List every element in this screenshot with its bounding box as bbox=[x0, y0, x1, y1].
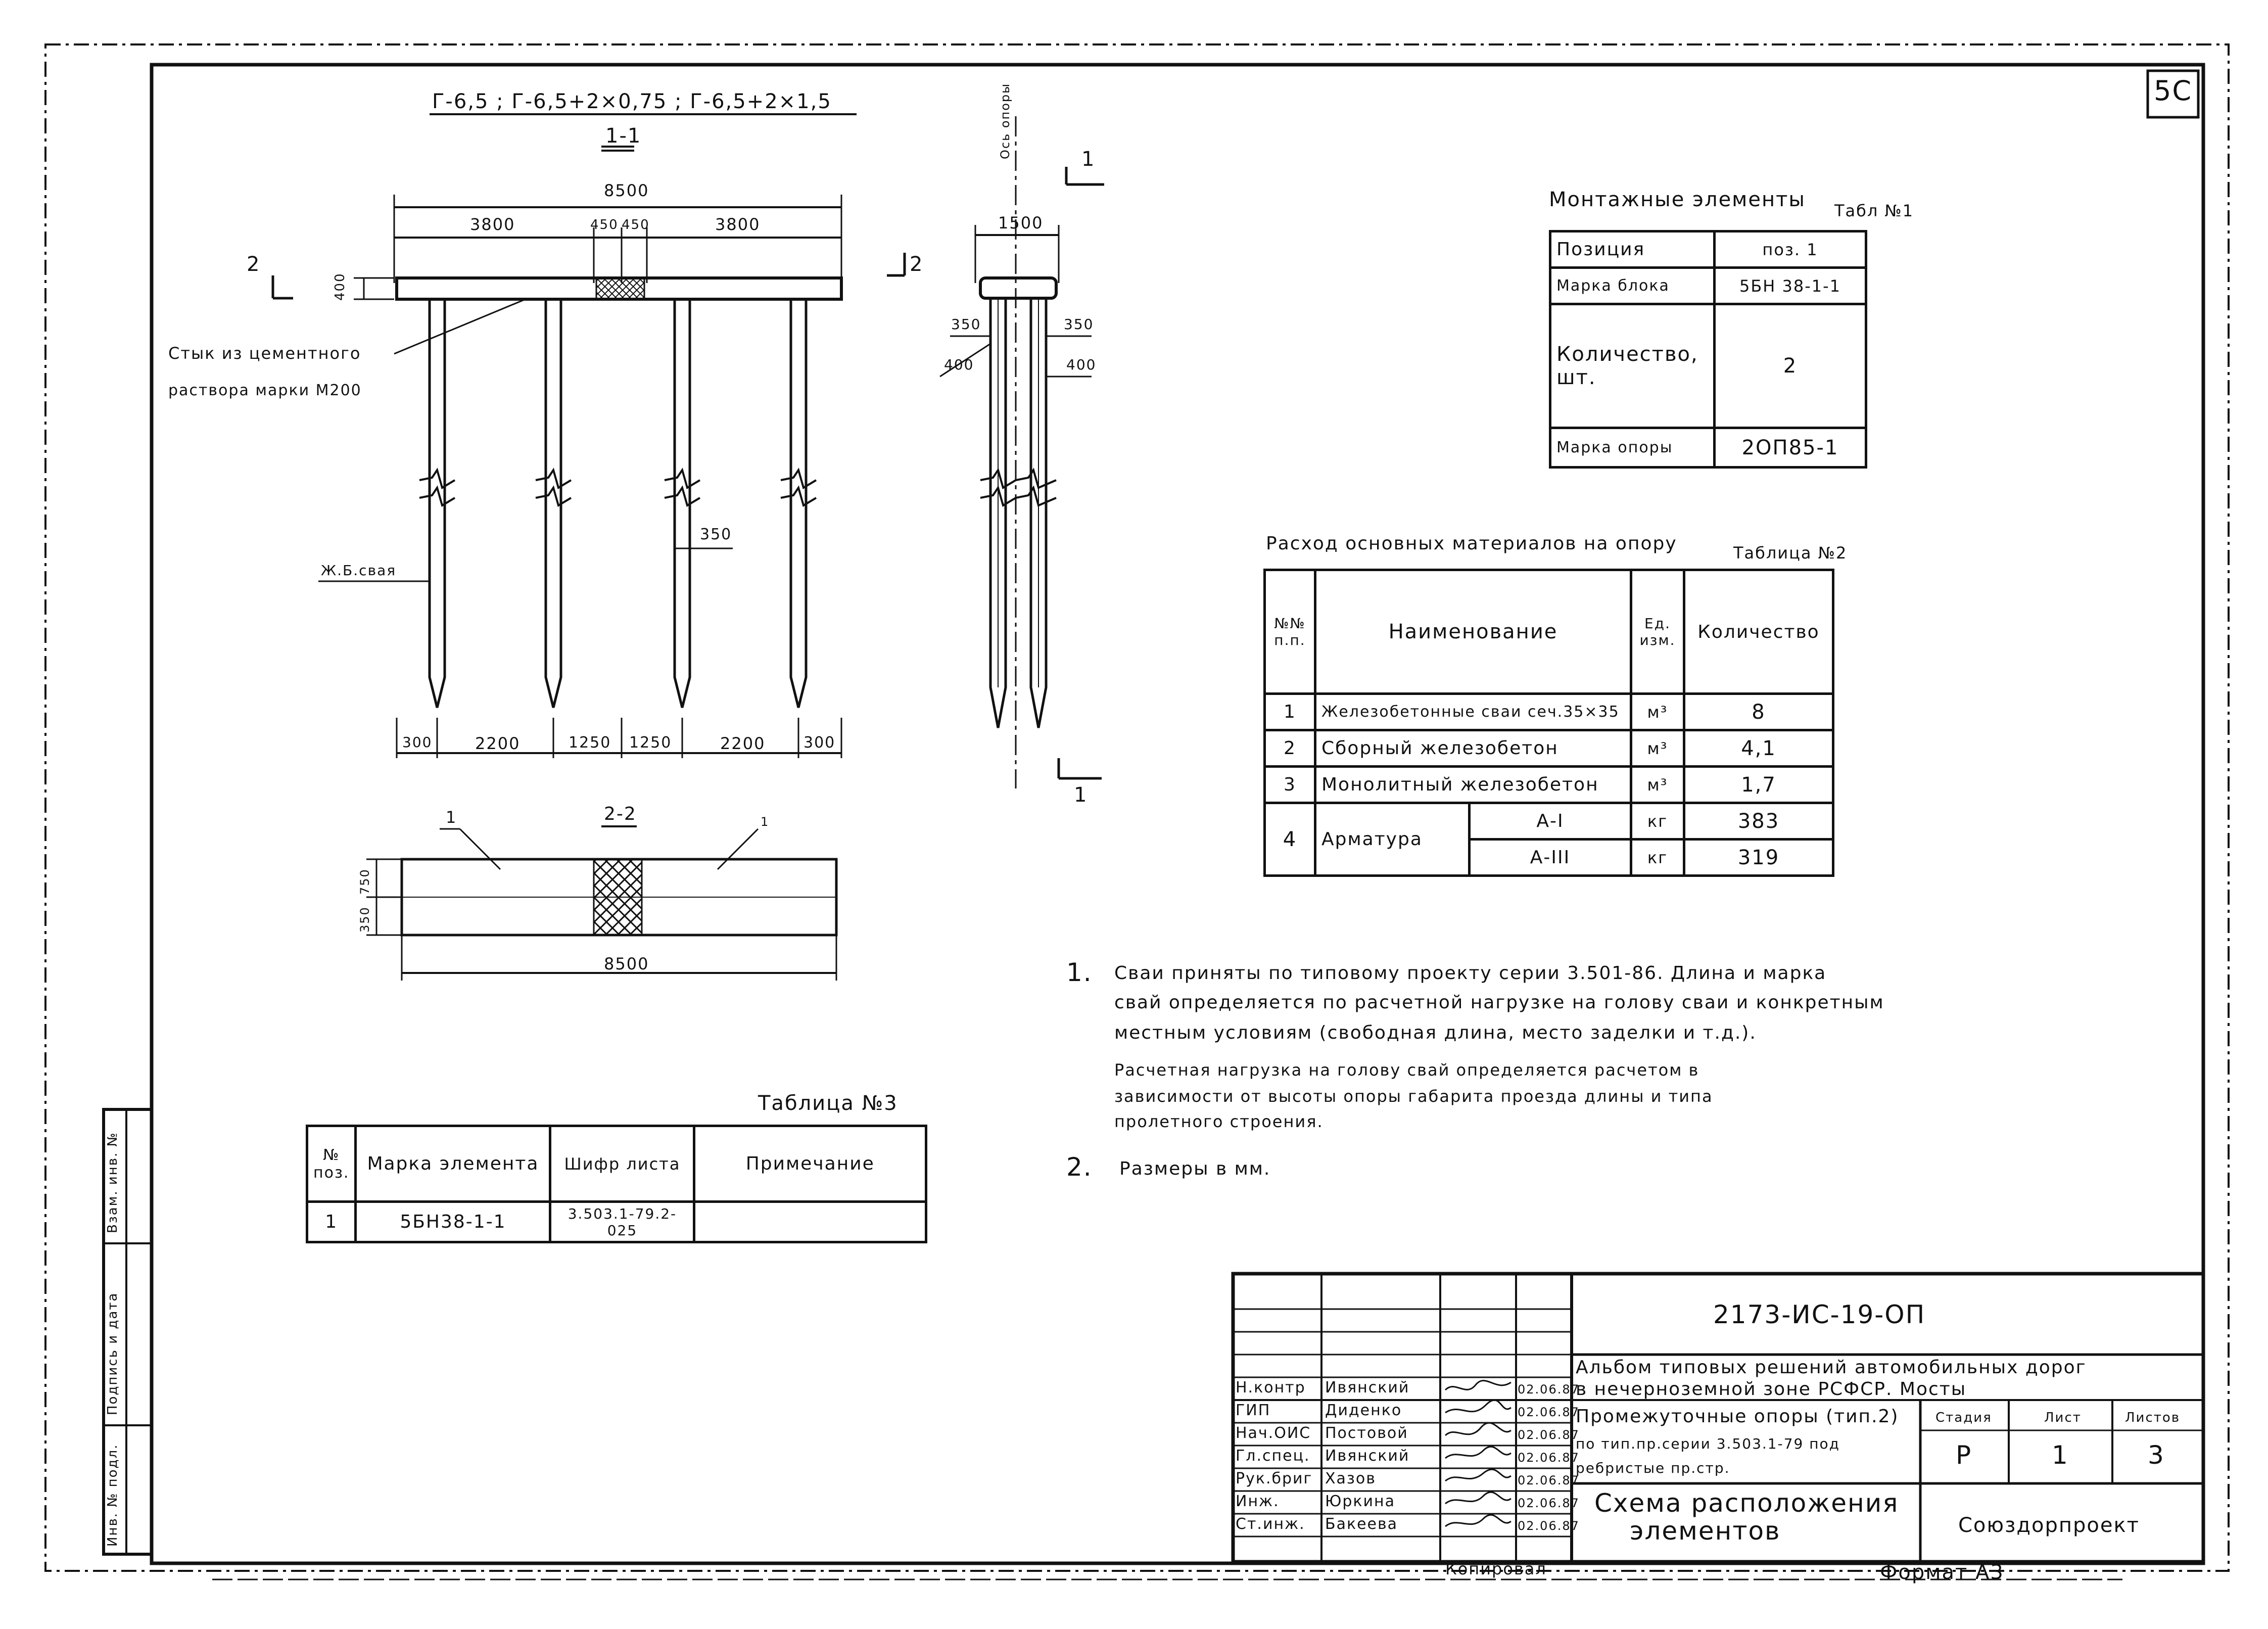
album-line1: Альбом типовых решений автомобильных дорог bbox=[1576, 1357, 2087, 1378]
table2-cell: Монолитный железобетон bbox=[1315, 767, 1631, 803]
side-dim-350-left: 350 bbox=[951, 316, 981, 333]
part-line3: ребристые пр.стр. bbox=[1576, 1460, 1730, 1476]
dim-bottom-1: 300 bbox=[402, 734, 433, 751]
table1-label: Марка опоры bbox=[1550, 428, 1715, 468]
table1-value: 5БН 38-1-1 bbox=[1715, 268, 1866, 304]
table3-header: Марка элемента bbox=[356, 1126, 550, 1202]
table3-cell: 5БН38-1-1 bbox=[356, 1202, 550, 1242]
table1-label: Позиция bbox=[1550, 231, 1715, 268]
table1-value: 2ОП85-1 bbox=[1715, 428, 1866, 468]
sheet-label: Лист bbox=[2044, 1410, 2082, 1425]
staff-name: Диденко bbox=[1325, 1402, 1402, 1419]
staff-name: Ивянский bbox=[1325, 1447, 1410, 1465]
staff-role: Гл.спец. bbox=[1236, 1447, 1310, 1465]
signatures bbox=[1440, 1377, 1516, 1537]
album-line2: в нечерноземной зоне РСФСР. Мосты bbox=[1576, 1379, 1967, 1400]
dim-bottom-4: 1250 bbox=[629, 734, 672, 752]
staff-date: 02.06.87 bbox=[1518, 1382, 1580, 1397]
note1-line1: Сваи приняты по типовому проекту серии 3.501-86. Длина и марка bbox=[1114, 963, 1827, 984]
table2-cell: Арматура bbox=[1315, 803, 1470, 876]
note1-line6: пролетного строения. bbox=[1114, 1112, 1324, 1131]
table2-cell: А-I bbox=[1470, 803, 1631, 840]
table2-cell: кг bbox=[1631, 803, 1684, 840]
table2-cell: 4 bbox=[1265, 803, 1315, 876]
table2-header: Ед. изм. bbox=[1631, 570, 1684, 694]
table2-cell: м³ bbox=[1631, 694, 1684, 730]
dim-bottom-3: 1250 bbox=[569, 734, 611, 752]
staff-name: Бакеева bbox=[1325, 1515, 1398, 1533]
table2-cell: 319 bbox=[1684, 840, 1833, 876]
staff-role: Ст.инж. bbox=[1236, 1515, 1305, 1533]
side-axis-label: Ось опоры bbox=[998, 82, 1012, 159]
table2-cell: м³ bbox=[1631, 730, 1684, 767]
stage-value: Р bbox=[1956, 1440, 1972, 1470]
table3-cell: 1 bbox=[307, 1202, 356, 1242]
staff-date: 02.06.87 bbox=[1518, 1519, 1580, 1533]
plan-dim-total: 8500 bbox=[604, 954, 649, 973]
staff-role: Н.контр bbox=[1236, 1379, 1306, 1397]
footer-copied: Копировал bbox=[1445, 1559, 1547, 1578]
dim-total: 8500 bbox=[604, 181, 649, 200]
table3-cell bbox=[694, 1202, 926, 1242]
note1-line2: свай определяется по расчетной нагрузке на голову сваи и конкретным bbox=[1114, 992, 1884, 1013]
table2-header: Количество bbox=[1684, 570, 1833, 694]
note-joint-line1: Стык из цементного bbox=[168, 344, 361, 363]
table2-cell: 3 bbox=[1265, 767, 1315, 803]
stamp-sign-date: Подпись и дата bbox=[105, 1292, 120, 1415]
dim-pile: 350 bbox=[700, 526, 732, 543]
staff-name: Юркина bbox=[1325, 1493, 1396, 1510]
front-view-header: Г-6,5 ; Г-6,5+2×0,75 ; Г-6,5+2×1,5 bbox=[432, 90, 832, 113]
stage-label: Стадия bbox=[1935, 1410, 1992, 1425]
part-line1: Промежуточные опоры (тип.2) bbox=[1576, 1406, 1899, 1427]
table2-cell: 1,7 bbox=[1684, 767, 1833, 803]
table1-tab-label: Табл №1 bbox=[1834, 201, 1914, 220]
sheet-value: 1 bbox=[2052, 1440, 2069, 1470]
table2-cell: 383 bbox=[1684, 803, 1833, 840]
side-dim-400-left: 400 bbox=[944, 356, 974, 373]
plan-section: 2-2 bbox=[604, 804, 637, 824]
pile-label: Ж.Б.свая bbox=[321, 562, 397, 579]
dim-top-left: 3800 bbox=[470, 215, 515, 234]
table1-label: Количество, шт. bbox=[1550, 304, 1715, 428]
sheets-value: 3 bbox=[2148, 1440, 2165, 1470]
part-line2: по тип.пр.серии 3.503.1-79 под bbox=[1576, 1435, 1840, 1452]
drawing-title-line2: элементов bbox=[1630, 1516, 1781, 1546]
staff-date: 02.06.87 bbox=[1518, 1405, 1580, 1419]
table2-title: Расход основных материалов на опору bbox=[1266, 533, 1677, 554]
footer-format: Формат А3 bbox=[1880, 1561, 2004, 1584]
staff-date: 02.06.87 bbox=[1518, 1428, 1580, 1442]
drawing-title-line1: Схема расположения bbox=[1594, 1488, 1899, 1518]
staff-date: 02.06.87 bbox=[1518, 1473, 1580, 1487]
dim-top-mid-left: 450 bbox=[590, 217, 619, 232]
side-dim-top: 1500 bbox=[998, 213, 1044, 232]
note1-line5: зависимости от высоты опоры габарита проезда длины и типа bbox=[1114, 1087, 1713, 1106]
plan-dim-750: 750 bbox=[358, 868, 372, 895]
dim-bottom-5: 2200 bbox=[720, 734, 766, 753]
table3-header: Шифр листа bbox=[550, 1126, 694, 1202]
table2-cell: 2 bbox=[1265, 730, 1315, 767]
stamp-inv-no: Взам. инв. № bbox=[105, 1132, 120, 1233]
staff-name: Постовой bbox=[1325, 1424, 1408, 1442]
page-number: 5С bbox=[2154, 75, 2193, 107]
side-dim-400-right: 400 bbox=[1066, 356, 1097, 373]
cut-mark-left: 2 bbox=[247, 253, 261, 276]
table3-header: № поз. bbox=[307, 1126, 356, 1202]
stamp-inv-orig: Инв. № подл. bbox=[105, 1444, 120, 1547]
staff-name: Ивянский bbox=[1325, 1379, 1410, 1397]
note2-number: 2. bbox=[1066, 1152, 1093, 1182]
cut-mark-right: 2 bbox=[910, 253, 924, 276]
table1-value: 2 bbox=[1715, 304, 1866, 428]
sheets-label: Листов bbox=[2125, 1410, 2181, 1425]
table1-label: Марка блока bbox=[1550, 268, 1715, 304]
table1-value: поз. 1 bbox=[1715, 231, 1866, 268]
staff-role: Нач.ОИС bbox=[1236, 1424, 1311, 1442]
dim-height: 400 bbox=[333, 272, 348, 301]
doc-code: 2173-ИС-19-ОП bbox=[1713, 1300, 1926, 1329]
side-dim-350-right: 350 bbox=[1064, 316, 1094, 333]
staff-role: Инж. bbox=[1236, 1493, 1280, 1510]
staff-date: 02.06.87 bbox=[1518, 1451, 1580, 1465]
organization: Союздорпроект bbox=[1958, 1514, 2140, 1537]
section-mark-bottom: 1 bbox=[1074, 783, 1088, 807]
dim-bottom-2: 2200 bbox=[475, 734, 521, 753]
note2-text: Размеры в мм. bbox=[1119, 1158, 1271, 1179]
dim-top-right: 3800 bbox=[715, 215, 761, 234]
table2-cell: кг bbox=[1631, 840, 1684, 876]
table2-cell: м³ bbox=[1631, 767, 1684, 803]
table2-cell: 8 bbox=[1684, 694, 1833, 730]
plan-dim-350: 350 bbox=[358, 906, 372, 933]
plan-label-1: 1 bbox=[446, 808, 457, 827]
note-joint-line2: раствора марки М200 bbox=[168, 382, 362, 399]
table2-cell: 1 bbox=[1265, 694, 1315, 730]
staff-role: Рук.бриг bbox=[1236, 1470, 1313, 1487]
staff-role: ГИП bbox=[1236, 1402, 1271, 1419]
plan-label-2: 1 bbox=[761, 815, 770, 829]
table2-header: №№ п.п. bbox=[1265, 570, 1315, 694]
staff-name: Хазов bbox=[1325, 1470, 1376, 1487]
table2-header: Наименование bbox=[1315, 570, 1631, 694]
staff-date: 02.06.87 bbox=[1518, 1496, 1580, 1510]
table1-title: Монтажные элементы bbox=[1549, 188, 1806, 211]
section-mark-top: 1 bbox=[1081, 148, 1096, 171]
table2-tab-label: Таблица №2 bbox=[1733, 543, 1848, 563]
table1 bbox=[1549, 230, 1867, 469]
note1-line4: Расчетная нагрузка на голову свай определяется расчетом в bbox=[1114, 1060, 1699, 1080]
table3 bbox=[306, 1125, 927, 1243]
table3-cell: 3.503.1-79.2-025 bbox=[550, 1202, 694, 1242]
dim-bottom-6: 300 bbox=[804, 734, 836, 752]
note1-number: 1. bbox=[1066, 958, 1093, 987]
front-view-section: 1-1 bbox=[605, 124, 642, 148]
table2-cell: 4,1 bbox=[1684, 730, 1833, 767]
table3-tab-label: Таблица №3 bbox=[758, 1092, 898, 1115]
table3-header: Примечание bbox=[694, 1126, 926, 1202]
table2-cell: Сборный железобетон bbox=[1315, 730, 1631, 767]
table2-cell: Железобетонные сваи сеч.35×35 bbox=[1315, 694, 1631, 730]
dim-top-mid-right: 450 bbox=[622, 217, 650, 232]
table2 bbox=[1263, 569, 1834, 877]
table2-cell: А-III bbox=[1470, 840, 1631, 876]
note1-line3: местным условиям (свободная длина, место заделки и т.д.). bbox=[1114, 1022, 1757, 1043]
